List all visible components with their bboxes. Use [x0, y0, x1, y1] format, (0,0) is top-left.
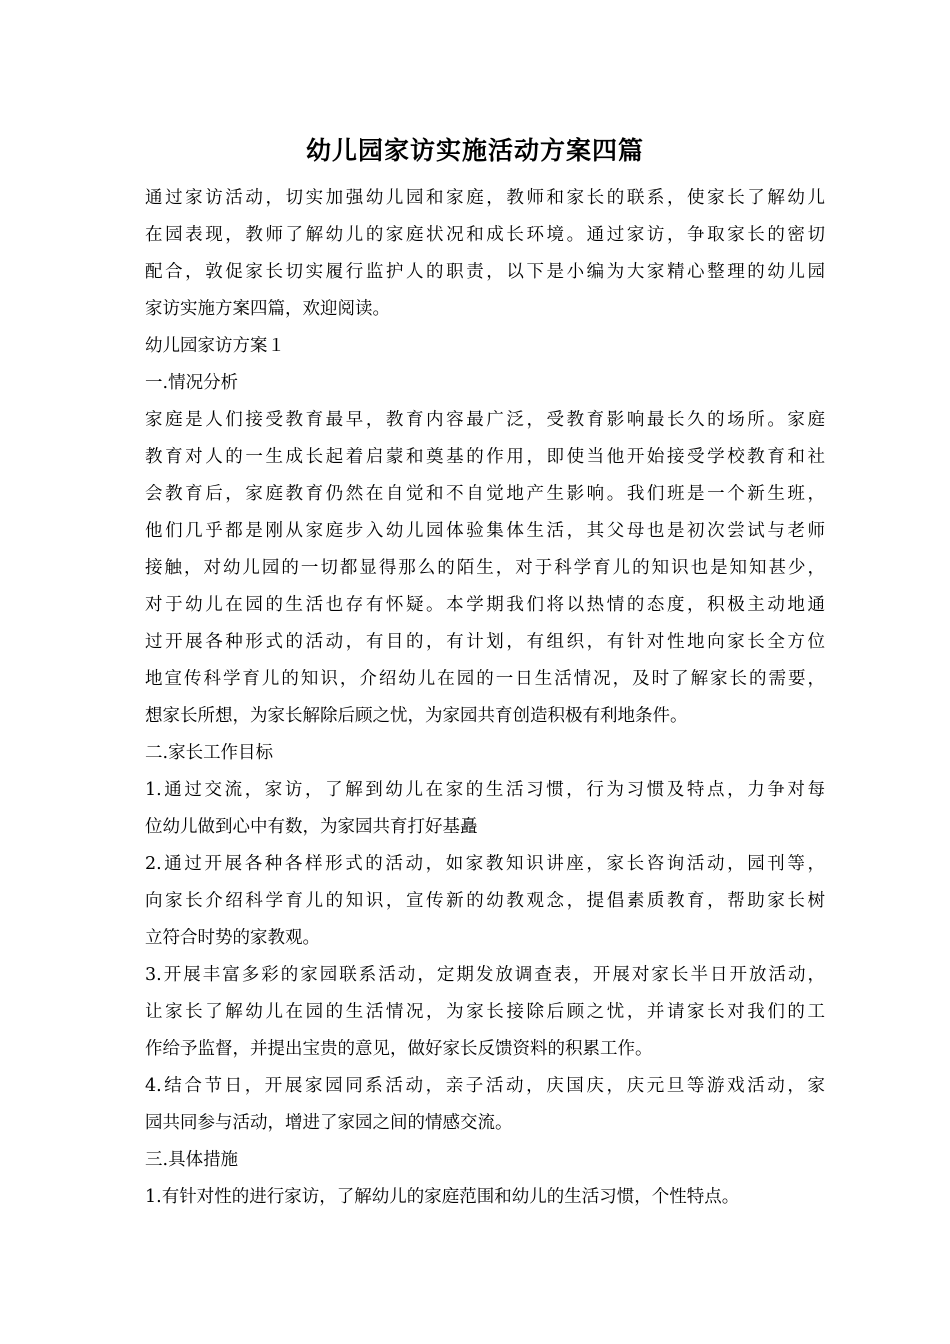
- text-line: 教育对人的一生成长起着启蒙和奠基的作用，即使当他开始接受学校教育和社: [145, 447, 825, 467]
- text-line: 1.通过交流，家访，了解到幼儿在家的生活习惯，行为习惯及特点，力争对每: [145, 780, 825, 800]
- document-body: [145, 180, 825, 1216]
- text-line: 配合，敦促家长切实履行监护人的职责，以下是小编为大家精心整理的幼儿园: [145, 262, 825, 282]
- text-line: 家访实施方案四篇，欢迎阅读。: [145, 299, 390, 319]
- text-line: 过开展各种形式的活动，有目的，有计划，有组织，有针对性地向家长全方位: [145, 632, 825, 652]
- text-line: 地宣传科学育儿的知识，介绍幼儿在园的一日生活情况，及时了解家长的需要，: [145, 669, 825, 689]
- text-line: 三.具体措施: [145, 1150, 239, 1170]
- text-line: 园共同参与活动，增进了家园之间的情感交流。: [145, 1113, 513, 1133]
- text-line: 3.开展丰富多彩的家园联系活动，定期发放调查表，开展对家长半日开放活动，: [145, 965, 825, 985]
- text-line: 想家长所想，为家长解除后顾之忧，为家园共育创造积极有利地条件。: [145, 706, 688, 726]
- text-line: 一.情况分析: [145, 373, 239, 393]
- text-line: 位幼儿做到心中有数，为家园共育打好基矗: [145, 817, 478, 837]
- text-line: 2.通过开展各种各样形式的活动，如家教知识讲座，家长咨询活动，园刊等，: [145, 854, 825, 874]
- text-line: 立符合时势的家教观。: [145, 928, 320, 948]
- text-line: 他们几乎都是刚从家庭步入幼儿园体验集体生活，其父母也是初次尝试与老师: [145, 521, 825, 541]
- text-line: 在园表现，教师了解幼儿的家庭状况和成长环境。通过家访，争取家长的密切: [145, 225, 825, 245]
- text-line: 通过家访活动，切实加强幼儿园和家庭，教师和家长的联系，使家长了解幼儿: [145, 188, 825, 208]
- text-line: 接触，对幼儿园的一切都显得那么的陌生，对于科学育儿的知识也是知知甚少，: [145, 558, 825, 578]
- text-line: 向家长介绍科学育儿的知识，宣传新的幼教观念，提倡素质教育，帮助家长树: [145, 891, 825, 911]
- text-line: 作给予监督，并提出宝贵的意见，做好家长反馈资料的积累工作。: [145, 1039, 653, 1059]
- text-line: 让家长了解幼儿在园的生活情况，为家长接除后顾之忧，并请家长对我们的工: [145, 1002, 825, 1022]
- text-line: 会教育后，家庭教育仍然在自觉和不自觉地产生影响。我们班是一个新生班，: [145, 484, 825, 504]
- text-line: 二.家长工作目标: [145, 743, 274, 763]
- text-line: 家庭是人们接受教育最早，教育内容最广泛，受教育影响最长久的场所。家庭: [145, 410, 825, 430]
- page-title: 幼儿园家访实施活动方案四篇: [305, 136, 644, 165]
- text-line: 1.有针对性的进行家访，了解幼儿的家庭范围和幼儿的生活习惯，个性特点。: [145, 1187, 740, 1207]
- text-line: 幼儿园家访方案１: [145, 336, 285, 356]
- text-line: 4.结合节日，开展家园同系活动，亲子活动，庆国庆，庆元旦等游戏活动，家: [145, 1076, 825, 1096]
- text-line: 对于幼儿在园的生活也存有怀疑。本学期我们将以热情的态度，积极主动地通: [145, 595, 825, 615]
